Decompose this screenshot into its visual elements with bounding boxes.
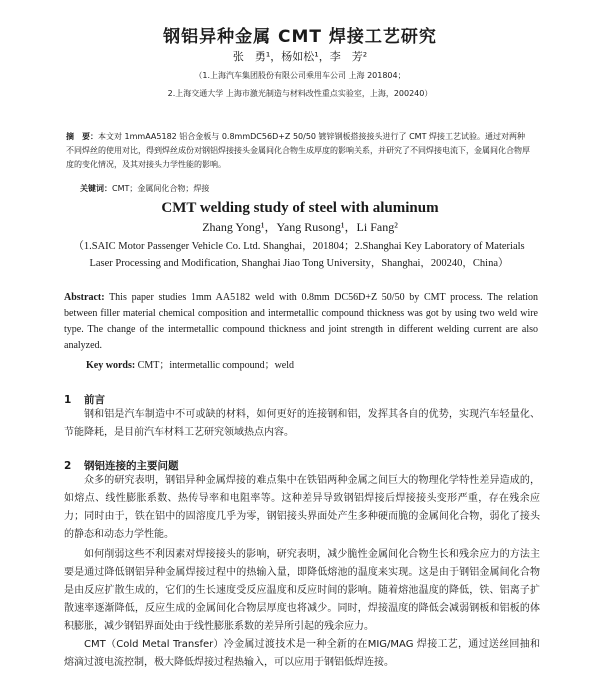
section-2-number: 2 bbox=[64, 460, 72, 472]
abstract-chinese-text: 本文对 1mmAA5182 铝合金板与 0.8mmDC56D+Z 50/50 镀锌钢板搭接接头进行了 CMT 焊接工艺试验。通过对两种不同焊丝的使用对比，得到焊丝成份对钢铝焊接接头金属间化合物生成厚度的影响关系，并研究了不同焊接电流下，金属间化合物厚度的变化情况，及其对接头力学性能的影响。 bbox=[66, 132, 530, 169]
abstract-english-text: This paper studies 1mm AA5182 weld with 0.8mm DC56D+Z 50/50 by CMT process. The relation between filler material chemical composition and intermetallic compound thickness was got by using two weld wire type. The change of the intermetallic compound thickness and joint strength in different welding current are also analyzed. bbox=[64, 292, 538, 351]
keywords-english-text: CMT；intermetallic compound；weld bbox=[137, 360, 295, 371]
section-2-heading bbox=[64, 458, 179, 473]
section-2-paragraph-1: 众多的研究表明，钢铝异种金属焊接的难点集中在铁铝两种金属之间巨大的物理化学特性差异造成的，如熔点、线性膨胀系数、热传导率和电阻率等。这种差异导致钢铝焊接后焊接接头变形严重，存在残余应力；同时由于，铁在铝中的固溶度几乎为零，钢铝接头界面处产生多种硬而脆的金属间化合物，弱化了接头的静态和动态力学性能。 bbox=[64, 475, 540, 540]
section-2-paragraph-3: CMT（Cold Metal Transfer）冷金属过渡技术是一种全新的在MIG/MAG 焊接工艺，通过送丝回抽和熔滴过渡电流控制，极大降低焊接过程热输入，可以应用于钢铝低焊连接。 bbox=[64, 639, 540, 668]
keywords-chinese-text: CMT；金属间化合物；焊接 bbox=[112, 184, 210, 193]
abstract-chinese-label: 摘 要： bbox=[66, 132, 98, 141]
section-1-paragraph-1: 钢和铝是汽车制造中不可或缺的材料，如何更好的连接钢和铝，发挥其各自的优势，实现汽车轻量化、节能降耗，是目前汽车材料工艺研究领域热点内容。 bbox=[64, 409, 540, 438]
section-2-paragraph-2: 如何削弱这些不利因素对焊接接头的影响，研究表明，减少脆性金属间化合物生长和残余应力的方法主要是通过降低钢铝异种金属焊接过程中的热输入量，即降低熔池的温度来实现。这是由于钢铝金属间化合物是由反应扩散生成的，它们的生长速度受反应温度和反应时间的影响。随着熔池温度的降低，铁、铝离子扩散速率逐渐降低，反应生成的金属间化合物层厚度也将减少。同时，焊接温度的降低会减弱钢板和铝板的体积膨胀，减少钢铝界面处由于线性膨胀系数的差异所引起的残余应力。 bbox=[64, 549, 540, 632]
abstract-english-label: Abstract: bbox=[64, 292, 105, 303]
affiliation-chinese-2: 2.上海交通大学 上海市激光制造与材料改性重点实验室，上海，200240） bbox=[167, 89, 433, 98]
abstract-chinese bbox=[66, 130, 532, 172]
authors-chinese: 张 勇¹，杨如松¹，李 芳² bbox=[232, 50, 368, 63]
authors-english: Zhang Yong¹，Yang Rusong¹，Li Fang² bbox=[202, 220, 398, 234]
affiliation-english: （1.SAIC Motor Passenger Vehicle Co. Ltd. Shanghai，201804；2.Shanghai Key Laboratory of Materials Laser Processing and Modification, Shanghai Jiao Tong University，Shanghai，200240，China） bbox=[73, 241, 525, 269]
keywords-english bbox=[86, 356, 294, 371]
keywords-chinese-label: 关键词： bbox=[80, 184, 112, 193]
section-1-title: 前言 bbox=[84, 394, 105, 406]
title-english: CMT welding study of steel with aluminum bbox=[161, 200, 439, 216]
abstract-english bbox=[64, 290, 538, 354]
keywords-english-label: Key words: bbox=[86, 360, 136, 371]
affiliation-chinese-1: （1.上海汽车集团股份有限公司乘用车公司 上海 201804； bbox=[194, 71, 406, 80]
section-2-title: 钢铝连接的主要问题 bbox=[84, 460, 179, 472]
section-1-heading bbox=[64, 392, 105, 407]
keywords-chinese bbox=[80, 183, 209, 194]
section-1-number: 1 bbox=[64, 394, 72, 406]
title-chinese: 钢铝异种金属 CMT 焊接工艺研究 bbox=[163, 27, 437, 47]
